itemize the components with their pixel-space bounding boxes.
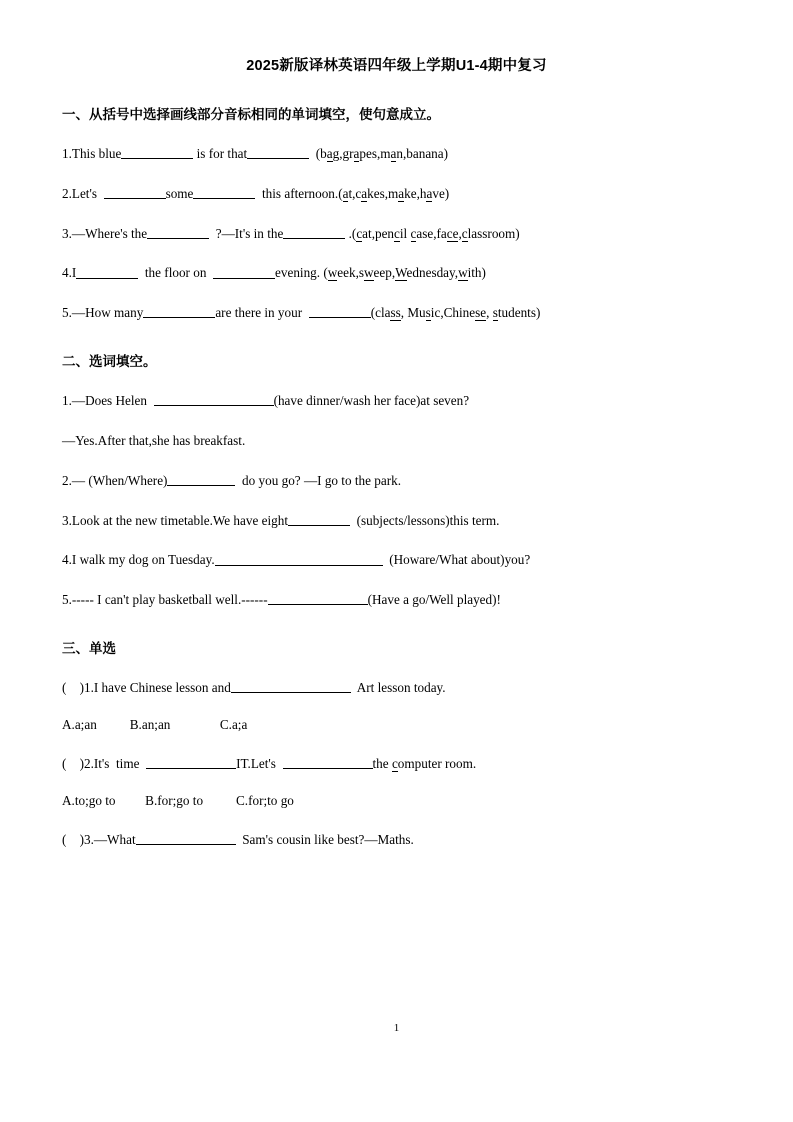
answer-blank[interactable] xyxy=(193,185,255,199)
text-run: n,banana) xyxy=(396,146,449,161)
question-line xyxy=(62,551,731,569)
answer-blank[interactable] xyxy=(136,831,236,845)
phonetic-underline: W xyxy=(395,265,407,281)
answer-blank[interactable] xyxy=(143,304,215,318)
text-run: eep, xyxy=(373,265,396,281)
text-run: evening. ( xyxy=(275,265,328,281)
text-run: —Yes.After that,she has breakfast. xyxy=(62,432,246,448)
text-run: eek,s xyxy=(337,265,365,281)
text-run: 3.—Where's the xyxy=(62,225,148,241)
answer-blank[interactable] xyxy=(213,264,275,278)
phonetic-underline: se xyxy=(475,305,487,321)
phonetic-underline: w xyxy=(327,265,338,281)
text-run: (b xyxy=(309,146,327,161)
page-number: 1 xyxy=(393,1022,400,1034)
phonetic-underline: a xyxy=(353,146,360,161)
text-run: (Howare/What about)you? xyxy=(382,552,531,568)
answer-blank[interactable] xyxy=(309,304,371,318)
answer-options xyxy=(62,793,731,809)
text-run: 4.I walk my dog on Tuesday. xyxy=(62,552,215,568)
text-run: IT.Let's xyxy=(236,755,283,771)
phonetic-underline: s xyxy=(425,305,431,321)
text-run: do you go? —I go to the park. xyxy=(235,472,401,488)
text-run: omputer room. xyxy=(397,755,477,771)
answer-blank[interactable] xyxy=(288,512,350,526)
section-heading: 一、从括号中选择画线部分音标相同的单词填空，使句意成立。 xyxy=(62,107,440,122)
answer-options xyxy=(62,717,731,733)
text-run: ase,fa xyxy=(416,225,447,241)
answer-blank[interactable] xyxy=(121,145,193,159)
text-run: kes,m xyxy=(367,185,399,201)
text-run: Sam's cousin like best?—Maths. xyxy=(235,831,414,847)
phonetic-underline: ce xyxy=(446,225,459,241)
question-line xyxy=(62,472,731,490)
text-run: ( )3.—What xyxy=(62,831,136,847)
text-run: g,gr xyxy=(332,146,354,161)
text-run: 5.—How many xyxy=(62,305,144,321)
text-run: Art lesson today. xyxy=(350,679,446,695)
phonetic-underline: c xyxy=(356,225,363,241)
worksheet-content xyxy=(62,103,731,848)
question-line xyxy=(62,679,731,697)
text-run: pes,m xyxy=(359,146,391,161)
text-run: 2.— (When/Where) xyxy=(62,472,168,488)
text-run: A.to;go to B.for;go to C.for;to go xyxy=(62,792,294,808)
answer-blank[interactable] xyxy=(104,185,166,199)
text-run: 1.This blue xyxy=(62,146,122,161)
phonetic-underline: a xyxy=(426,185,433,201)
answer-blank[interactable] xyxy=(283,755,373,769)
question-line xyxy=(62,432,731,450)
text-run: 5.----- I can't play basketball well.------ xyxy=(62,592,268,608)
question-line xyxy=(62,225,731,243)
text-run: .( xyxy=(345,225,357,241)
question-line xyxy=(62,185,731,203)
text-run: t,c xyxy=(348,185,362,201)
text-run: ith) xyxy=(467,265,486,281)
question-line xyxy=(62,264,731,282)
answer-blank[interactable] xyxy=(268,591,368,605)
phonetic-underline: a xyxy=(390,146,397,161)
text-run: this afternoon.( xyxy=(255,185,343,201)
text-run: at,pen xyxy=(362,225,395,241)
answer-blank[interactable] xyxy=(167,472,235,486)
text-run: (have dinner/wash her face)at seven? xyxy=(273,393,470,409)
question-line xyxy=(62,591,731,609)
phonetic-underline: w xyxy=(458,265,468,281)
text-run: 2.Let's xyxy=(62,185,104,201)
question-line xyxy=(62,755,731,773)
text-run: A.a;an B.an;an C.a;a xyxy=(62,716,248,732)
phonetic-underline: a xyxy=(398,185,405,201)
section-heading: 二、选词填空。 xyxy=(62,354,157,370)
text-run: ic,Chine xyxy=(430,305,476,321)
phonetic-underline: c xyxy=(410,225,417,241)
answer-blank[interactable] xyxy=(247,145,309,159)
text-run: 3.Look at the new timetable.We have eight xyxy=(62,512,288,528)
answer-blank[interactable] xyxy=(283,225,345,239)
answer-blank[interactable] xyxy=(231,679,351,693)
text-run: ednesday, xyxy=(406,265,459,281)
phonetic-underline: a xyxy=(361,185,368,201)
text-run: some xyxy=(165,185,194,201)
phonetic-underline: w xyxy=(364,265,374,281)
phonetic-underline: c xyxy=(461,225,468,241)
phonetic-underline: a xyxy=(326,146,333,161)
answer-blank[interactable] xyxy=(146,755,236,769)
question-line xyxy=(62,392,731,410)
phonetic-underline: ss xyxy=(390,305,401,321)
text-run: 1.—Does Helen xyxy=(62,393,154,409)
text-run: , Mu xyxy=(400,305,426,321)
text-run: ( )2.It's time xyxy=(62,755,147,771)
answer-blank[interactable] xyxy=(154,392,274,406)
text-run: ve) xyxy=(432,185,450,201)
text-run: the floor on xyxy=(138,265,214,281)
phonetic-underline: c xyxy=(391,755,398,771)
question-line xyxy=(62,831,731,849)
text-run: the xyxy=(372,755,392,771)
text-run: , xyxy=(486,305,493,321)
text-run: ?—It's in the xyxy=(209,225,284,241)
phonetic-underline: c xyxy=(394,225,400,241)
text-run: ( )1.I have Chinese lesson and xyxy=(62,679,231,695)
section-heading: 三、单选 xyxy=(62,640,116,656)
text-run: (subjects/lessons)this term. xyxy=(349,512,500,528)
text-run: tudents) xyxy=(497,305,541,321)
text-run: ke,h xyxy=(404,185,427,201)
text-run: lassroom) xyxy=(467,225,520,241)
phonetic-underline: s xyxy=(492,305,498,321)
question-line xyxy=(62,512,731,530)
phonetic-underline: a xyxy=(342,185,349,201)
page-title: 2025新版译林英语四年级上学期U1-4期中复习 xyxy=(246,58,547,74)
text-run: are there in your xyxy=(215,305,309,321)
text-run: is for that xyxy=(193,146,248,161)
answer-blank[interactable] xyxy=(76,264,138,278)
question-line xyxy=(62,145,731,163)
question-line xyxy=(62,304,731,322)
text-run: il xyxy=(399,225,411,241)
text-run: (Have a go/Well played)! xyxy=(367,592,501,608)
text-run: 4.I xyxy=(62,265,77,281)
answer-blank[interactable] xyxy=(215,551,383,565)
answer-blank[interactable] xyxy=(147,225,209,239)
text-run: (cla xyxy=(370,305,391,321)
text-run: , xyxy=(458,225,462,241)
